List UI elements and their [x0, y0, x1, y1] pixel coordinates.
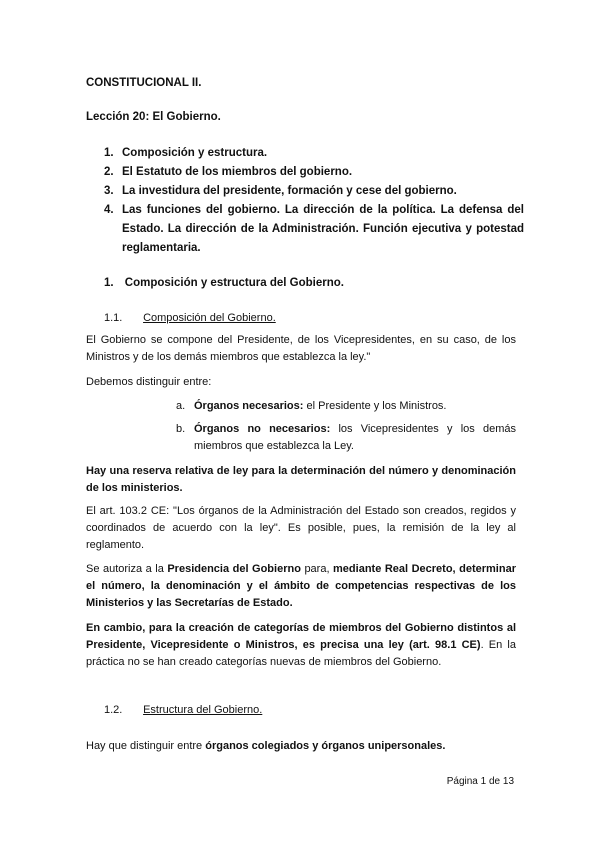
paragraph-text: . En la práctica no se han creado categorías nuevas de miembros del Gobierno.: [86, 639, 516, 668]
subsection-number: 1.1.: [104, 312, 123, 324]
paragraph-text: Se autoriza a la: [86, 563, 168, 575]
page-number: Página 1 de 13: [446, 776, 514, 787]
toc-item-number: 1.: [104, 147, 114, 159]
list-item-text: los Vicepresidentes y los demás miembros que establezca la Ley.: [194, 423, 516, 452]
toc-item-number: 3.: [104, 185, 114, 197]
list-item: [176, 421, 516, 455]
paragraph: [86, 738, 516, 755]
list-item-label: Órganos no necesarios:: [194, 423, 331, 435]
list-item-label: Órganos necesarios:: [194, 400, 304, 412]
toc-item: [104, 163, 524, 182]
course-title: CONSTITUCIONAL II.: [86, 77, 202, 89]
toc-item: [104, 182, 524, 201]
section-title: Composición y estructura del Gobierno.: [124, 277, 344, 289]
table-of-contents: [104, 144, 524, 258]
toc-item-text: La investidura del presidente, formación y cese del gobierno.: [122, 185, 457, 197]
toc-item-text: Las funciones del gobierno. La dirección de la política. La defensa del Estado. La dirección de la Administración. Función ejecutiva y potestad reglamentaria.: [122, 204, 524, 254]
subsection-heading: [104, 311, 276, 326]
paragraph-emphasis: Presidencia del Gobierno: [167, 563, 301, 575]
paragraph-text: Hay que distinguir entre: [86, 740, 206, 752]
toc-item-number: 4.: [104, 204, 114, 216]
paragraph-emphasis: En cambio, para la creación de categorías de miembros del Gobierno distintos al Presidente, Vicepresidente o Ministros, es precisa una ley (art. 98.1 CE): [86, 622, 516, 651]
paragraph-text: para,: [300, 563, 334, 575]
list-item-text: el Presidente y los Ministros.: [303, 400, 447, 412]
toc-item: [104, 144, 524, 163]
paragraph: El Gobierno se compone del Presidente, de los Vicepresidentes, en su caso, de los Ministros y de los demás miembros que establezca la ley.": [86, 334, 516, 363]
subsection-number: 1.2.: [104, 704, 123, 716]
subsection-title: Composición del Gobierno.: [143, 312, 276, 324]
lesson-title: Lección 20: El Gobierno.: [86, 111, 221, 123]
section-number: 1.: [104, 277, 114, 289]
paragraph: El art. 103.2 CE: "Los órganos de la Administración del Estado son creados, regidos y coordinados de acuerdo con la ley". Es posible, pues, la remisión de la ley al reglamento.: [86, 505, 516, 551]
subsection-heading: [104, 703, 262, 718]
paragraph: [86, 620, 516, 671]
organ-list: [176, 398, 516, 455]
list-item-letter: a.: [176, 400, 186, 412]
list-item-letter: b.: [176, 423, 186, 435]
paragraph: [86, 561, 516, 612]
subsection-title: Estructura del Gobierno.: [143, 704, 263, 716]
toc-item: [104, 201, 524, 258]
paragraph: Debemos distinguir entre:: [86, 376, 212, 388]
list-item: [176, 398, 516, 415]
toc-item-text: Composición y estructura.: [122, 147, 268, 159]
section-heading: [104, 276, 344, 291]
paragraph-emphasis: órganos colegiados y órganos unipersonales.: [205, 740, 446, 752]
toc-item-number: 2.: [104, 166, 114, 178]
paragraph: Hay una reserva relativa de ley para la determinación del número y denominación de los ministerios.: [86, 465, 516, 494]
toc-item-text: El Estatuto de los miembros del gobierno.: [122, 166, 353, 178]
paragraph-emphasis: mediante Real Decreto, determinar el número, la denominación y el ámbito de competencias respectivas de los Ministerios y las Secretarías de Estado.: [86, 563, 516, 609]
